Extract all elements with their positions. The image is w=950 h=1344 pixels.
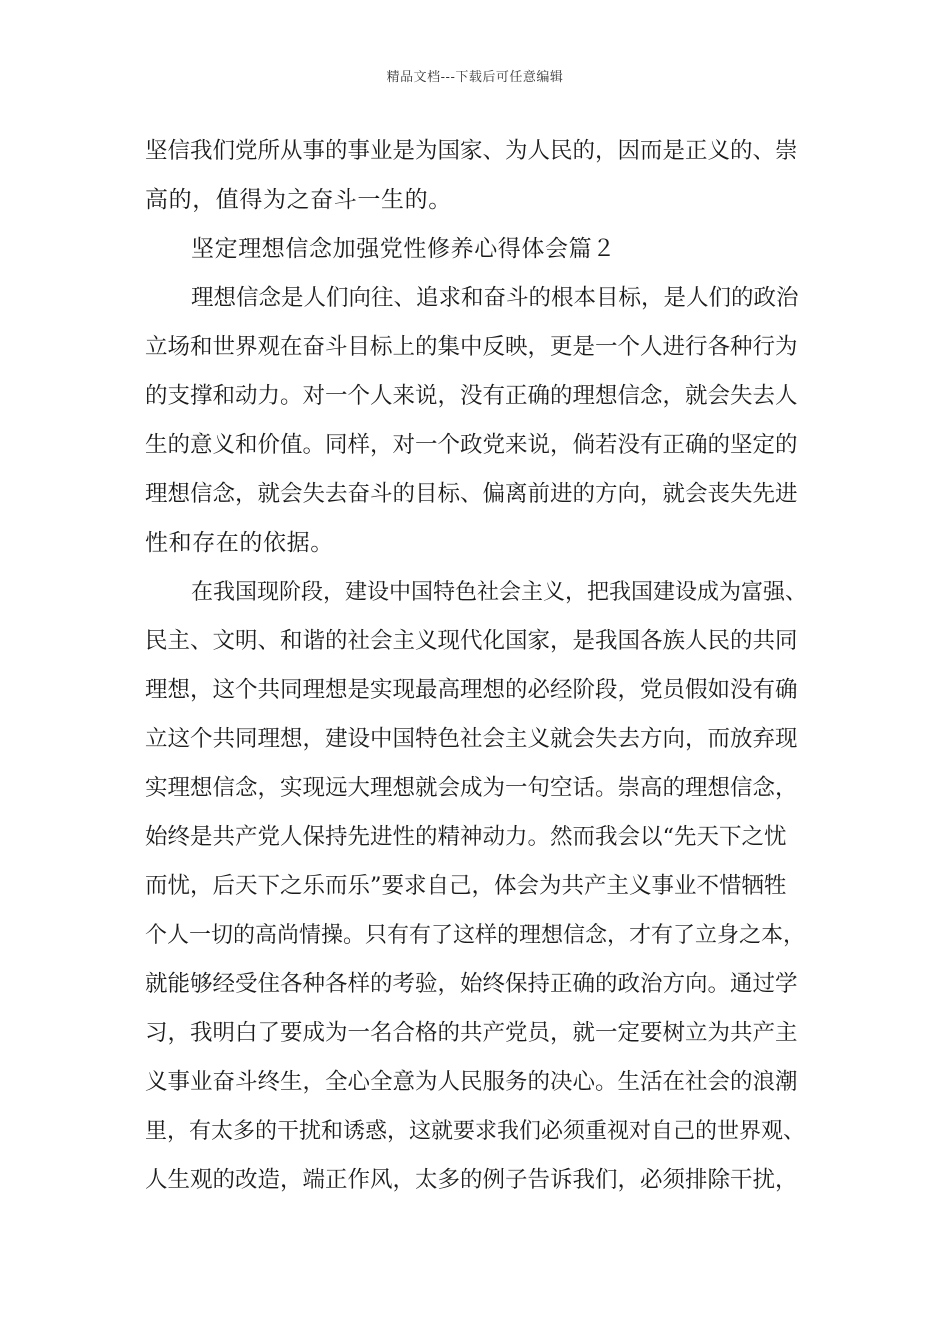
text-line: 高的，值得为之奋斗一生的。 (145, 187, 452, 213)
text-line: 习，我明白了要成为一名合格的共产党员，就一定要树立为共产主 (145, 1020, 798, 1046)
text-line: 民主、文明、和谐的社会主义现代化国家，是我国各族人民的共同 (145, 628, 798, 654)
text-line: 而忧，后天下之乐而乐”要求自己，体会为共产主义事业不惜牺牲 (145, 873, 787, 899)
text-line: 理想，这个共同理想是实现最高理想的必经阶段，党员假如没有确 (145, 677, 798, 703)
text-line: 始终是共产党人保持先进性的精神动力。然而我会以“先天下之忧 (145, 824, 787, 850)
section-heading: 坚定理想信念加强党性修养心得体会篇２ (191, 236, 616, 262)
page-header: 精品文档---下载后可任意编辑 (386, 70, 564, 85)
text-line: 里，有太多的干扰和诱惑，这就要求我们必须重视对自己的世界观、 (145, 1119, 806, 1144)
text-line: 人生观的改造，端正作风，太多的例子告诉我们，必须排除干扰， (145, 1167, 798, 1193)
text-line: 理想信念是人们向往、追求和奋斗的根本目标，是人们的政治 (191, 285, 799, 311)
text-line: 的支撑和动力。对一个人来说，没有正确的理想信念，就会失去人 (145, 383, 798, 409)
text-line: 性和存在的依据。 (145, 530, 334, 556)
text-line: 理想信念，就会失去奋斗的目标、偏离前进的方向，就会丧失先进 (145, 481, 798, 507)
text-line: 义事业奋斗终生，全心全意为人民服务的决心。生活在社会的浪潮 (145, 1069, 798, 1095)
text-line: 坚信我们党所从事的事业是为国家、为人民的，因而是正义的、崇 (145, 138, 798, 164)
text-line: 立这个共同理想，建设中国特色社会主义就会失去方向，而放弃现 (145, 726, 798, 752)
text-line: 生的意义和价值。同样，对一个政党来说，倘若没有正确的坚定的 (145, 432, 798, 458)
text-line: 立场和世界观在奋斗目标上的集中反映，更是一个人进行各种行为 (145, 334, 798, 360)
text-line: 个人一切的高尚情操。只有有了这样的理想信念，才有了立身之本， (145, 923, 806, 948)
text-line: 在我国现阶段，建设中国特色社会主义，把我国建设成为富强、 (191, 580, 808, 605)
text-line: 就能够经受住各种各样的考验，始终保持正确的政治方向。通过学 (145, 971, 798, 997)
document-body (145, 127, 810, 1205)
text-line: 实理想信念，实现远大理想就会成为一句空话。崇高的理想信念， (145, 775, 798, 801)
